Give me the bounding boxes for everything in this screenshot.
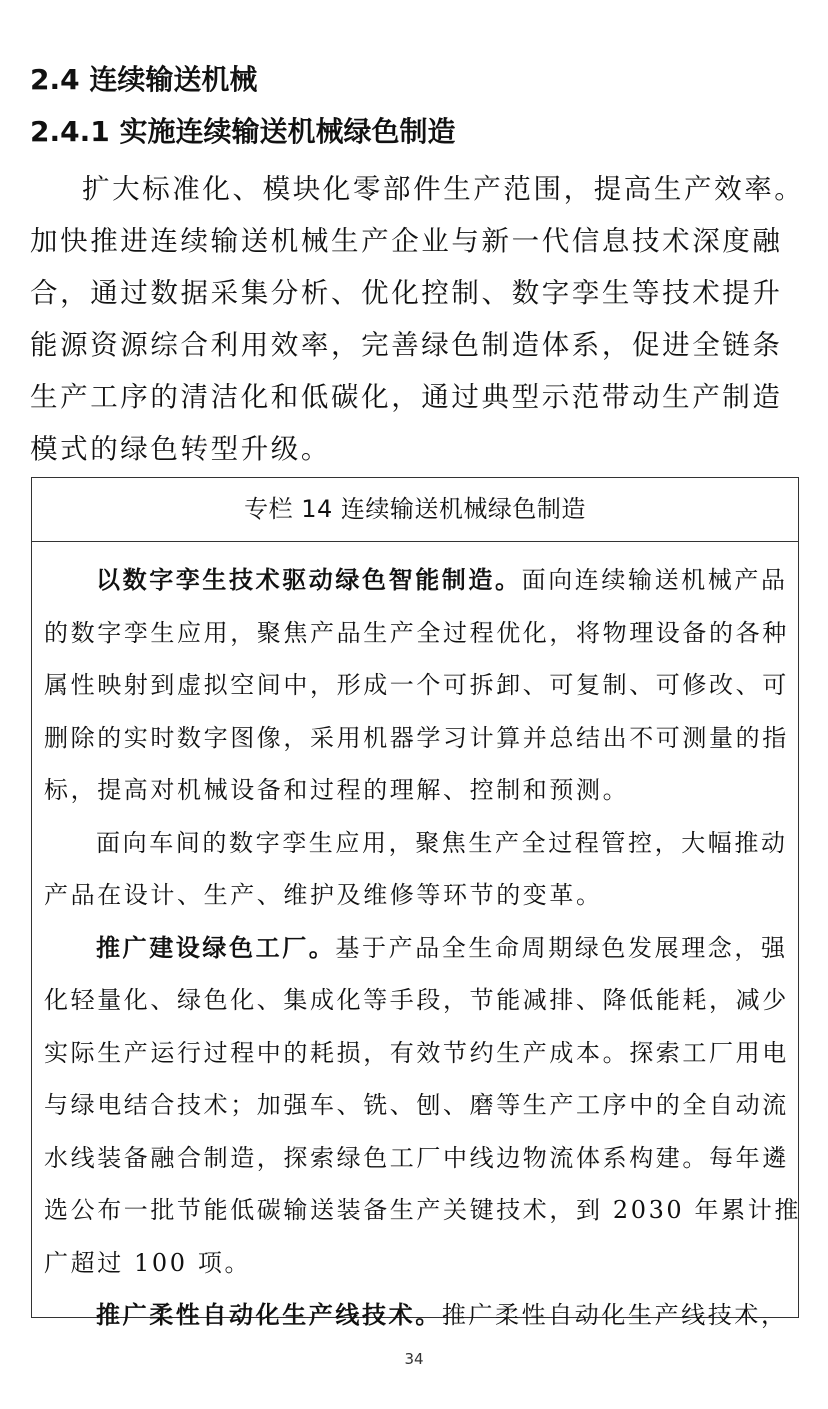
box-line: 广超过 100 项。	[44, 1248, 252, 1277]
body-line: 加快推进连续输送机械生产企业与新一代信息技术深度融	[30, 225, 783, 257]
box-lead-rest: 面向连续输送机械产品	[521, 566, 788, 594]
box-paragraph-start	[44, 922, 792, 975]
section-heading: 2.4 连续输送机械	[30, 63, 258, 96]
body-line: 模式的绿色转型升级。	[30, 433, 331, 465]
box-line: 删除的实时数字图像，采用机器学习计算并总结出不可测量的指	[44, 723, 789, 752]
body-paragraph	[30, 163, 805, 475]
box-paragraph-start	[44, 1289, 792, 1342]
box-paragraph-start	[44, 554, 792, 607]
box-lead-rest: 基于产品全生命周期绿色发展理念，强	[335, 933, 788, 962]
box-line: 标，提高对机械设备和过程的理解、控制和预测。	[44, 776, 630, 804]
column-box-title: 专栏 14 连续输送机械绿色制造	[32, 478, 798, 542]
box-line: 选公布一批节能低碳输送装备生产关键技术，到 2030 年累计推	[44, 1196, 801, 1224]
body-line: 能源资源综合利用效率，完善绿色制造体系，促进全链条	[30, 329, 783, 361]
box-line: 实际生产运行过程中的耗损，有效节约生产成本。探索工厂用电	[44, 1038, 789, 1067]
column-box	[31, 477, 801, 1329]
box-line: 面向车间的数字孪生应用，聚焦生产全过程管控，大幅推动	[96, 828, 788, 857]
box-line: 属性映射到虚拟空间中，形成一个可拆卸、可复制、可修改、可	[44, 671, 789, 699]
subsection-heading: 2.4.1 实施连续输送机械绿色制造	[30, 115, 456, 148]
box-lead-rest: 推广柔性自动化生产线技术，	[441, 1301, 788, 1329]
body-line: 扩大标准化、模块化零部件生产范围，提高生产效率。	[82, 173, 805, 205]
box-line: 与绿电结合技术；加强车、铣、刨、磨等生产工序中的全自动流	[44, 1091, 789, 1119]
box-line: 产品在设计、生产、维护及维修等环节的变革。	[44, 881, 603, 909]
box-lead-bold: 以数字孪生技术驱动绿色智能制造。	[96, 566, 522, 594]
box-lead-bold: 推广建设绿色工厂。	[96, 933, 336, 962]
body-line: 合，通过数据采集分析、优化控制、数字孪生等技术提升	[30, 277, 783, 309]
body-line: 生产工序的清洁化和低碳化，通过典型示范带动生产制造	[30, 381, 783, 413]
column-box-body	[44, 554, 801, 1342]
box-line: 化轻量化、绿色化、集成化等手段，节能减排、降低能耗，减少	[44, 986, 789, 1014]
page-number: 34	[404, 1350, 424, 1368]
box-lead-bold: 推广柔性自动化生产线技术。	[96, 1301, 442, 1329]
box-line: 水线装备融合制造，探索绿色工厂中线边物流体系构建。每年遴	[44, 1143, 789, 1172]
box-line: 的数字孪生应用，聚焦产品生产全过程优化，将物理设备的各种	[44, 618, 789, 647]
